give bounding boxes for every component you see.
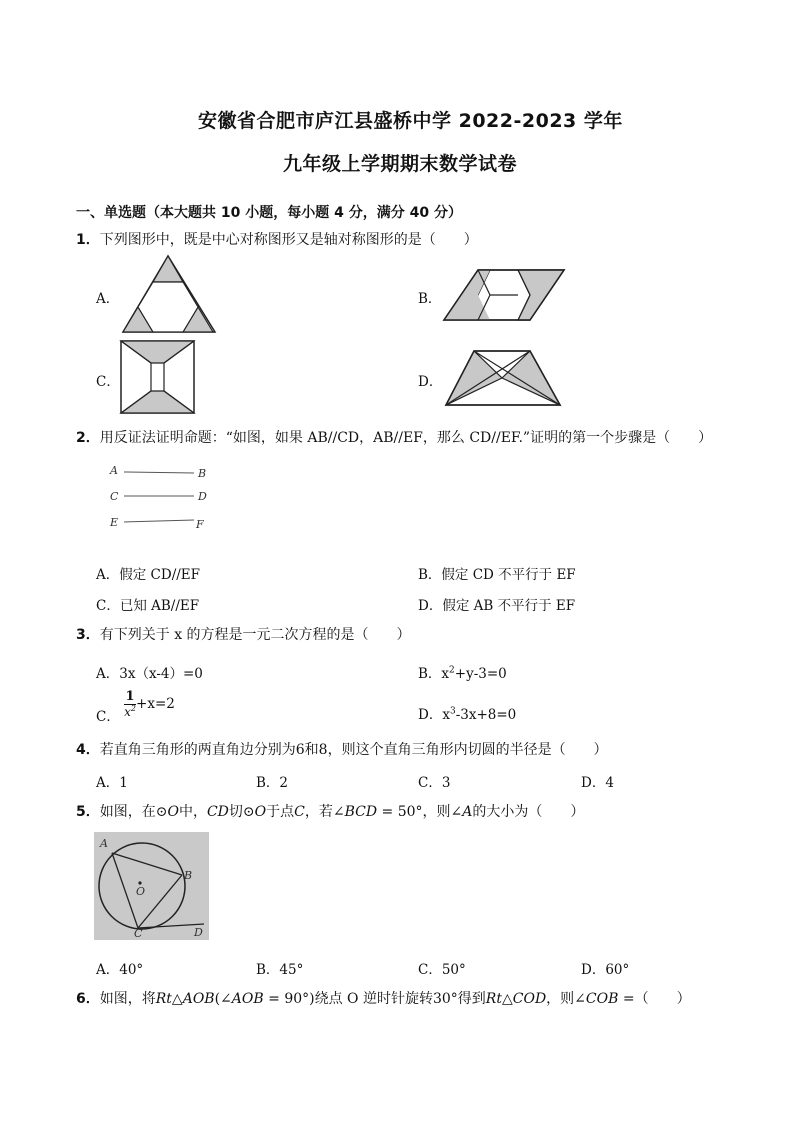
question-4 (76, 739, 608, 759)
q4-option-b: B．2 (256, 775, 289, 791)
q3-option-a: A．3x（x-4）=0 (96, 666, 203, 682)
figure-square (120, 340, 196, 414)
option-d-label: D． (418, 374, 443, 390)
point-label-b: B (198, 467, 207, 480)
question-text: 有下列关于 x 的方程是一元二次方程的是（ ） (99, 627, 411, 643)
question-1 (76, 229, 478, 249)
point-label-d: D (198, 490, 207, 503)
question-number: 5． (76, 804, 100, 820)
q5-option-c: C．50° (418, 962, 466, 978)
question-text: 用反证法证明命题：“如图，如果 AB//CD，AB//EF，那么 CD//EF.”证明的第一个步骤是（ ） (99, 430, 713, 446)
question-2 (76, 427, 712, 447)
q4-option-a: A．1 (96, 775, 128, 791)
option-a-label: A． (96, 291, 120, 307)
page-title-line2: 九年级上学期期末数学试卷 (283, 153, 518, 175)
point-label-c: C (134, 927, 143, 940)
q3-option-b: B．$x^2+y-3=0$ (418, 665, 507, 682)
question-number: 6． (76, 991, 100, 1007)
point-label-c: C (110, 490, 119, 503)
figure-circle-tangent (94, 832, 209, 940)
question-3 (76, 624, 411, 644)
option-b-label: B． (418, 291, 442, 307)
question-number: 4． (76, 742, 100, 758)
figure-trapezoid (444, 349, 562, 407)
figure-triangle (121, 254, 217, 334)
q5-option-a: A．40° (96, 962, 144, 978)
section-heading: 一、单选题（本大题共 10 小题，每小题 4 分，满分 40 分） (76, 205, 462, 221)
q2-option-b: B．假定 CD 不平行于 EF (418, 567, 576, 583)
point-label-d: D (194, 926, 203, 939)
question-number: 3． (76, 627, 100, 643)
question-text: 若直角三角形的两直角边分别为6和8，则这个直角三角形内切圆的半径是（ ） (99, 742, 608, 758)
q3-option-d: D．$x^3-3x+8=0$ (418, 706, 517, 723)
question-6: 6．如图，将Rt△AOB(∠AOB = 90°)绕点 O 逆时针旋转30°得到Rt△COD，则∠COB =（ ） (76, 991, 691, 1007)
q2-option-c: C．已知 AB//EF (96, 598, 200, 614)
question-number: 2． (76, 430, 100, 446)
q2-option-a: A．假定 CD//EF (96, 567, 201, 583)
option-c-label: C． (96, 374, 120, 390)
question-text: 下列图形中，既是中心对称图形又是轴对称图形的是（ ） (99, 232, 478, 248)
figure-parallel-lines (108, 462, 218, 534)
question-number: 1． (76, 232, 100, 248)
q3-option-c: C． $\frac{1}{x^2}$ +x=2 (96, 689, 175, 725)
q4-option-c: C．3 (418, 775, 451, 791)
q4-option-d: D．4 (581, 775, 614, 791)
page-title-line1: 安徽省合肥市庐江县盛桥中学 2022-2023 学年 (198, 110, 623, 132)
point-label-o: O (136, 885, 146, 898)
q2-option-d: D．假定 AB 不平行于 EF (418, 598, 576, 614)
point-label-a: A (110, 464, 118, 477)
point-label-b: B (184, 869, 193, 882)
point-label-e: E (110, 516, 119, 529)
question-5: 5．如图，在⊙O中，CD切⊙O于点C，若∠BCD = 50°，则∠A的大小为（ ） (76, 804, 585, 820)
q5-option-d: D．60° (581, 962, 630, 978)
point-label-f: F (196, 518, 204, 531)
q5-option-b: B．45° (256, 962, 304, 978)
figure-parallelogram (444, 268, 566, 322)
point-label-a: A (100, 837, 108, 850)
